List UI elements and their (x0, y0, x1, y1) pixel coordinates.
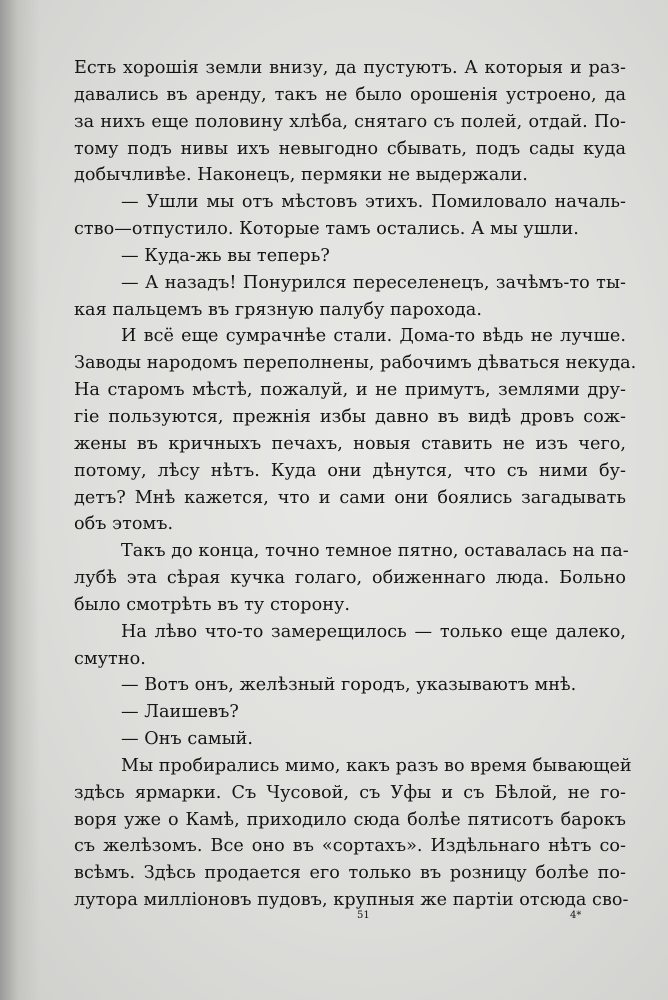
page-footer (0, 910, 668, 930)
text-line: было смотрѣть въ ту сторону. (74, 594, 351, 615)
signature-mark: 4* (570, 910, 582, 921)
text-line: — А назадъ! Понурился переселенецъ, зачѣмъ-то ты- (121, 272, 626, 293)
text-line: Мы пробирались мимо, какъ разъ во время бывающей (121, 755, 632, 776)
page-text (74, 55, 637, 914)
text-line: съ желѣзомъ. Все оно въ «сортахъ». Издѣльнаго нѣтъ со- (74, 836, 626, 857)
text-line: объ этомъ. (74, 514, 174, 535)
text-line: На лѣво что-то замерещилось — только еще далеко, (121, 621, 626, 642)
text-line: Есть хорошія земли внизу, да пустуютъ. А которыя и раз- (74, 58, 626, 78)
text-line: потому, лѣсу нѣтъ. Куда они дѣнутся, что съ ними бу- (74, 460, 626, 481)
spine-shadow (0, 0, 40, 1000)
text-line: — Ушли мы отъ мѣстовъ этихъ. Помиловало началь- (121, 192, 626, 213)
text-line: — Лаишевъ? (121, 702, 239, 723)
text-line: жены въ кричныхъ печахъ, новыя ставить не изъ чего, (74, 433, 626, 454)
text-line: Такъ до конца, точно темное пятно, оставалась на па- (121, 541, 629, 562)
text-line: — Вотъ онъ, желѣзный городъ, указываютъ мнѣ. (121, 675, 577, 696)
text-line: лутора милліоновъ пудовъ, крупныя же партіи отсюда сво- (74, 890, 629, 911)
text-line: воря уже о Камѣ, приходило сюда болѣе пятисотъ барокъ (74, 809, 626, 830)
text-line: смутно. (74, 648, 146, 669)
text-line: тому подъ нивы ихъ невыгодно сбывать, подъ сады куда (74, 138, 626, 159)
text-line: детъ? Мнѣ кажется, что и сами они боялись загадывать (74, 487, 626, 508)
text-line: На старомъ мѣстѣ, пожалуй, и не примутъ, землями дру- (74, 380, 626, 401)
page-number: 51 (357, 910, 370, 921)
text-line: И всё еще сумрачнѣе стали. Дома-то вѣдь не лучше. (121, 326, 626, 347)
text-line: Заводы народомъ переполнены, рабочимъ дѣваться некуда. (74, 353, 637, 374)
text-line: добычливѣе. Наконецъ, пермяки не выдержали. (74, 165, 528, 186)
text-line: давались въ аренду, такъ не было орошенія устроено, да (74, 84, 626, 105)
text-line: здѣсь ярмарки. Съ Чусовой, съ Уфы и съ Бѣлой, не го- (74, 782, 626, 803)
text-line: лубѣ эта сѣрая кучка голаго, обиженнаго люда. Больно (74, 568, 626, 589)
text-line: за нихъ еще половину хлѣба, снятаго съ полей, отдай. По- (74, 111, 626, 132)
text-line: — Куда-жь вы теперь? (121, 245, 330, 266)
text-line: ство—отпустило. Которые тамъ остались. А мы ушли. (74, 219, 579, 240)
text-line: кая пальцемъ въ грязную палубу парохода. (74, 299, 482, 320)
text-line: всѣмъ. Здѣсь продается его только въ розницу болѣе по- (74, 863, 626, 884)
text-line: гіе пользуются, прежнія избы давно въ видѣ дровъ сож- (74, 406, 626, 427)
text-line: — Онъ самый. (121, 729, 254, 750)
